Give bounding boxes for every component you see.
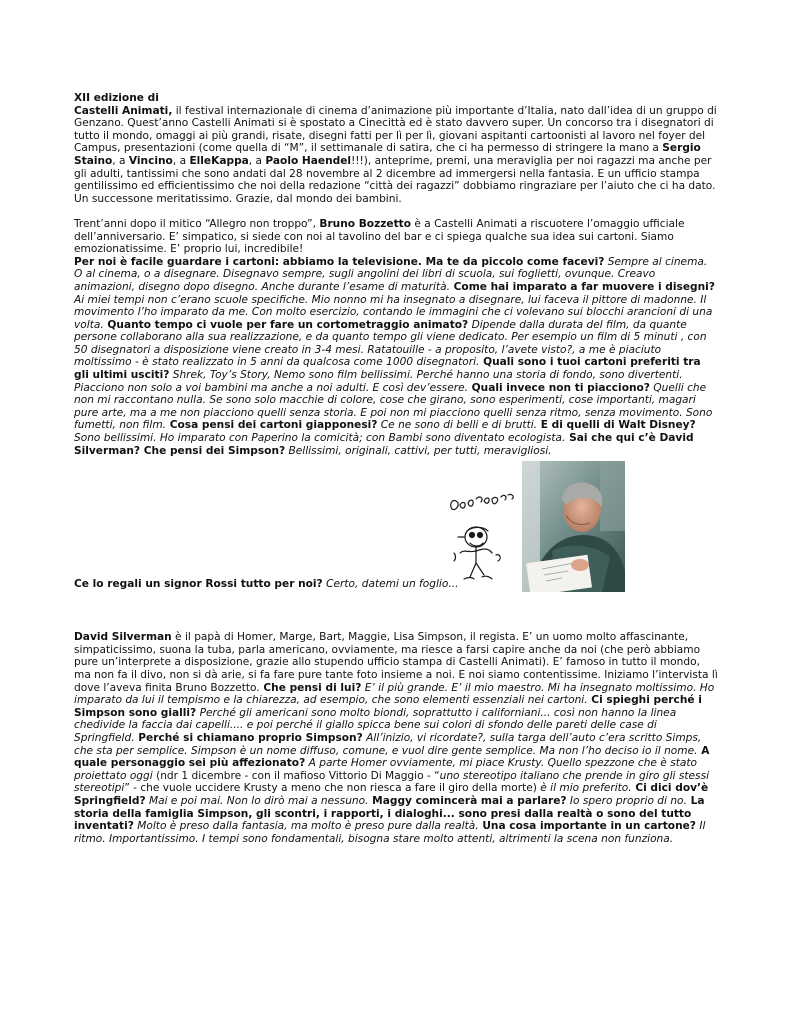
answer-note: (ndr 1 dicembre - con il mafioso Vittorio Di Maggio - “: [152, 769, 440, 782]
name-silverman: David Silverman: [74, 631, 172, 644]
intro-text-a: il festival internazionale di cinema d’animazione più importante d’Italia, nato dall’idea di un gruppo di Genzano. Quest’anno Castelli Animati si è spostato a Cinecittà ed è stato davvero super. Un concorso tra i disegnatori di tutto il mondo, omaggi ai più grandi, risate, disegni fatti per lì per lì, giovani aspitanti cartoonisti al lavoro nel foyer del Campus, presentazioni (come quella di “M”, il settimanale di satira, che ci ha permesso di stringere la mano a: [74, 104, 717, 155]
silverman-signing-photo: [522, 461, 625, 592]
signor-rossi-sketch: [446, 493, 518, 591]
answer: Il ritmo. Importantissimo. I tempi sono fondamentali, bisogna stare molto attenti, altrimenti la scena non funziona.: [74, 820, 706, 845]
answer: Sono bellissimi. Ho imparato con Paperino la comicità; con Bambi sono diventato ecologista.: [74, 432, 566, 445]
name-staino: Sergio Staino: [74, 142, 701, 167]
answer: Ce ne sono di belli e di brutti.: [377, 419, 538, 432]
answer: Perché gli americani sono molto biondi, soprattutto i californiani... così non hanno la linea chedivide la faccia dai capelli.... e poi perché il giallo spicca bene sui colori di sfondo delle pareti delle case di Springfield.: [74, 706, 677, 744]
bozzetto-interview: [74, 256, 718, 458]
question: La storia della famiglia Simpson, gli scontri, i rapporti, i dialoghi... sono presi dalla realtà o sono del tutto inventati?: [74, 794, 705, 833]
bozzetto-text-b: è a Castelli Animati a riscuotere l’omaggio ufficiale dell’anniversario. E’ simpatico, si siede con noi al tavolino del bar e ci spiega qualche sua idea sui cartoni. Siamo emozionatissime. E’ proprio lui, incredibile!: [74, 217, 685, 256]
name-bozzetto: Bruno Bozzetto: [319, 217, 411, 230]
intro-text-b: !!!), anteprime, premi, una meraviglia per noi ragazzi ma anche per gli adulti, tantissimi che sono andati dal 28 novembre al 2 dicembre ad immergersi nella fantasia. E un ufficio stampa gentilissimo ed efficientissimo che noi della redazione “città dei ragazzi” dobbiamo ringraziare per l’aiuto che ci ha dato. Un successone meritatissimo. Grazie, dal mondo dei bambini.: [74, 154, 716, 205]
intro-paragraph: [74, 92, 718, 205]
figure-caption: [74, 578, 458, 591]
question: E di quelli di Walt Disney?: [537, 419, 696, 432]
answer: Bellissimi, originali, cattivi, per tutti, meravigliosi.: [285, 444, 552, 457]
question: Ci spieghi perché i Simpson sono gialli?: [74, 694, 702, 719]
answer: Sempre al cinema. O al cinema, o a disegnare. Disegnavo sempre, sugli angolini dei libri di scuola, sui foglietti, ovunque. Creavo animazioni, disegno dopo disegno. Anche durante l’esame di maturità.: [74, 255, 708, 293]
answer: E’ il più grande. E’ il mio maestro. Mi ha insegnato moltissimo. Ho imparato da lui il tempismo e la chiarezza, ad esempio, che sono elementi essenziali nei cartoni.: [74, 681, 715, 707]
question: Ce lo regali un signor Rossi tutto per noi?: [74, 577, 323, 590]
answer: Ai miei tempi non c’erano scuole specifiche. Mio nonno mi ha insegnato a disegnare, lui faceva il pittore di madonne. Il movimento l’ho imparato da me. Con molto esercizio, contando le immagini che ci volevano sui blocchi arancioni di una volta.: [74, 293, 713, 331]
question: Una cosa importante in un cartone?: [478, 820, 696, 833]
answer: Certo, datemi un foglio...: [322, 577, 459, 590]
answer: All’inizio, vi ricordate?, sulla targa dell’auto c’era scritto Simps, che sta per semplice. Simpson è un nome diffuso, comune, e vuol dire gente semplice. Ma non l’ho deciso io il nome.: [74, 731, 702, 757]
name-ellekappa: ElleKappa: [189, 154, 249, 167]
answer: Shrek, Toy’s Story, Nemo sono film bellissimi. Perché hanno una storia di fondo, sono divertenti. Piacciono non solo a voi bambini ma anche a noi adulti. E così dev’essere.: [74, 369, 683, 394]
question: A quale personaggio sei più affezionato?: [74, 744, 710, 770]
answer: Mai e poi mai. Non lo dirò mai a nessuno.: [145, 794, 369, 807]
figure-row: [74, 461, 718, 592]
question: Che pensi di lui?: [259, 681, 362, 694]
question: Quali invece non ti piacciono?: [467, 381, 650, 394]
name-vincino: Vincino: [128, 154, 173, 167]
edition-heading: XII edizione di: [74, 92, 159, 104]
question: Cosa pensi dei cartoni giapponesi?: [166, 419, 378, 432]
answer: Molto è preso dalla fantasia, ma molto è preso pure dalla realtà.: [133, 820, 479, 833]
question: Per noi è facile guardare i cartoni: abbiamo la televisione. Ma te da piccolo come facevi?: [74, 255, 605, 268]
sep-2: , a: [172, 154, 190, 167]
question: Quanto tempo ci vuole per fare un cortometraggio animato?: [103, 318, 469, 331]
question: Come hai imparato a far muovere i disegni?: [449, 280, 715, 293]
bozzetto-text-a: Trent’anni dopo il mitico “Allegro non troppo”,: [74, 217, 320, 230]
silverman-section: [74, 631, 718, 845]
question: Perché si chiamano proprio Simpson?: [134, 731, 363, 744]
silverman-intro-text: è il papà di Homer, Marge, Bart, Maggie, Lisa Simpson, il regista. E’ un uomo molto affascinante, simpaticissimo, suona la tuba, parla americano, ovviamente, ma riesce a farsi capire anche da noi (che però abbiamo pure un’interprete a disposizione, grazie allo stupendo ufficio stampa di Castelli Animati). E’ famoso in tutto il mondo, ma non fa il divo, non si dà arie, si fa fare pure tante foto insieme a noi. E noi siamo contentissime. Iniziamo l’intervista lì dove l’aveva finita Bruno Bozzetto.: [74, 631, 718, 694]
answer: Dipende dalla durata del film, da quante persone collaborano alla sua realizzazione, e da quanto tempo gli viene dedicato. Per esempio un film di 5 minuti , con 50 disegnatori a disposizione viene creato in 3-4 mesi. Ratatouille - a proposito, l’avete visto?, a me è piaciuto moltissimo - è stato realizzato in 5 anni da qualcosa come 1000 disegnatori.: [74, 318, 707, 369]
sep-3: , a: [248, 154, 266, 167]
answer: è il mio preferito.: [536, 782, 632, 795]
question: Sai che qui c’è David Silverman? Che pensi dei Simpson?: [74, 432, 694, 457]
answer-quote: uno stereotipo italiano che prende in giro gli stessi stereotipi: [74, 769, 710, 795]
answer-note: ” - che vuole uccidere Krusty a meno che non riesca a fare il giro della morte): [124, 782, 537, 795]
sep-1: , a: [112, 154, 129, 167]
question: Maggy comincerà mai a parlare?: [368, 794, 567, 807]
question: Quali sono i tuoi cartoni preferiti tra gli ultimi usciti?: [74, 356, 701, 382]
article: [74, 92, 718, 845]
answer: Quelli che non mi raccontano nulla. Se sono solo macchie di colore, cose che girano, sono esperimenti, cose importanti, magari pure arte, ma a me non piacciono quelli senza storia. E poi non mi piacciono quelli senza ritmo, senza movimento. Sono fumetti, non film.: [74, 381, 713, 432]
question: Ci dici dov’è Springfield?: [74, 782, 709, 807]
answer: Io spero proprio di no.: [566, 794, 687, 807]
name-haendel: Paolo Haendel: [265, 154, 352, 167]
answer: A parte Homer ovviamente, mi piace Krusty. Quello spezzone che è stato proiettato oggi: [74, 757, 697, 782]
bozzetto-intro: [74, 218, 718, 256]
festival-name: Castelli Animati,: [74, 104, 173, 117]
